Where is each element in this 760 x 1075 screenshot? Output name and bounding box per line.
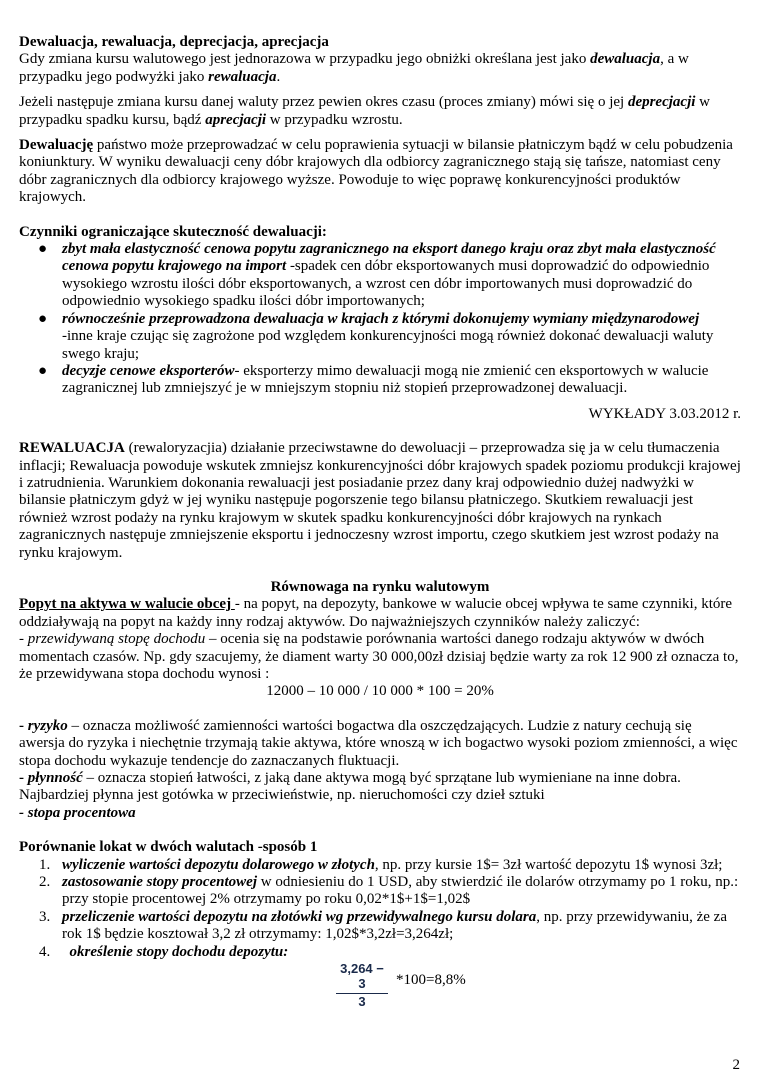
section-title-equilibrium: Równowaga na rynku walutowym [270,578,490,595]
lecture-date: WYKŁADY 3.03.2012 r. [588,405,741,422]
limiting-factors-list [19,241,741,398]
section-heading-deposit-comparison: Porównanie lokat w dwóch walutach -sposób 1 [19,839,318,856]
section-heading-limiting-factors: Czynniki ograniczające skuteczność dewaluacji: [19,223,327,240]
fraction-numerator: 3,264 − 3 [340,961,384,992]
fraction-formula [19,961,741,1010]
fraction [336,961,388,1009]
list-item: ● zbyt mała elastyczność cenowa popytu zagranicznego na eksport danego kraju oraz zbyt mała elastyczność cenowa popytu krajowego na import -spadek cen dóbr eksportowanych musi doprowadzić do odpowiednio wysokiego wzrostu ilości dóbr eksportowanych, a wzrost cen dóbr importowanych musi doprowadzić do odpowiednio wysokiego spadku ilości dóbr importowanych; [38,241,716,310]
paragraph-revaluation: REWALUACJA (rewaloryzacjia) działanie przeciwstawne do dewoluacji – przeprowadza się ja w celu tłumaczenia inflacji; Rewaluacja powoduje wskutek zmniejsz konkurencyjności dóbr krajowych spadek poziomu produkcji krajowej i zatrudnienia. Warunkiem dokonania rewaluacji jest posiadanie przez dany kraj odpowiednio dużej nadwyżki w bilansie płatniczym gdyż w jej wyniku następuje pogorszenie tego bilansu płatniczego. Skutkiem rewaluacji jest również wzrost podaży na rynku krajowym w skutek spadku konkurencyjności dóbr krajowych na rynkach zagranicznych następuje zmniejszenie eksportu i jednoczesny wzrost importu, czego skutkiem jest wzrost podaży na rynku krajowym. [19,440,741,561]
paragraph-risk: - ryzyko – oznacza możliwość zamienności wartości bogactwa dla oszczędzających. Ludzie z natury cechują się awersja do ryzyka i niechętnie trzymają takie aktywa, które wnoszą w ich bogactwo wysoki poziom zmienności, a więc stopa dochodu wykazuje tendencje do zaznaczanych fluktuacji. [19,717,738,769]
section-heading-devaluation: Dewaluacja, rewaluacja, deprecjacja, aprecjacja [19,34,329,50]
bullet-icon: ● [38,241,48,258]
page-number: 2 [732,1057,740,1073]
list-item: 3. przeliczenie wartości depozytu na złotówki wg przewidywalnego kursu dolara, np. przy przewidywaniu, że za rok 1$ będzie kosztował 3,2 zł otrzymamy: 1,02$*3,2zł=3,264zł; [39,908,727,943]
fraction-denominator: 3 [358,994,366,1010]
deposit-comparison-list [19,857,741,961]
list-item: ● równocześnie przeprowadzona dewaluacja w krajach z którymi dokonujemy wymiany międzynarodowej -inne kraje czując się zagrożone pod względem konkurencyjności mogą również dokonać dewaluacji waluty swego kraju; [38,310,714,362]
list-item: ● decyzje cenowe eksporterów- eksporterzy mimo dewaluacji mogą nie zmienić cen eksportowych w walucie zagranicznej lub zmniejszyć je w mniejszym stopniu niż stopień przeprowadzonej dewaluacji. [38,362,709,397]
document-page [19,34,741,1010]
paragraph-demand-foreign-assets: Popyt na aktywa w walucie obcej - na popyt, na depozyty, bankowe w walucie obcej wpływa te same czynniki, które oddziaływają na popyt na każdy inny rodzaj aktywów. Do najważniejszych czynników należy zaliczyć: [19,596,733,630]
paragraph-liquidity: - płynność – oznacza stopień łatwości, z jaką dane aktywa mogą być sprzątane lub wymieniane na inne dobra. Najbardziej płynna jest gotówka w przeciwieństwie, np. nieruchomości czy dzieł sztuki [19,770,681,804]
paragraph-expected-return: - przewidywaną stopę dochodu – ocenia się na podstawie porównania wartości danego rodzaju aktywów w dwóch momentach czasów. Np. gdy szacujemy, że diament warty 30 000,00zł dzisiaj będzie warty za rok 12 900 zł oznacza to, że przewidywana stopa dochodu wynosi : [19,631,739,682]
formula-return-rate: 12000 – 10 000 / 10 000 * 100 = 20% [266,683,494,700]
paragraph-interest-rate: - stopa procentowa [19,804,136,821]
bullet-icon: ● [38,362,48,379]
fraction-result: *100=8,8% [396,972,466,989]
list-item: 4. określenie stopy dochodu depozytu: [39,943,289,960]
paragraph-devaluation-purpose: Dewaluację państwo może przeprowadzać w celu poprawienia sytuacji w bilansie płatniczym bądź w celu pobudzenia koniunktury. W wyniku dewaluacji ceny dóbr krajowych dla odbiorcy zagranicznego stają się tańsze, natomiast ceny dóbr zagranicznych dla odbiorcy krajowego wyższe. Powoduje to więc poprawę konkurencyjności produktów krajowych. [19,137,733,206]
list-item: 2. zastosowanie stopy procentowej w odniesieniu do 1 USD, aby stwierdzić ile dolarów otrzymamy po 1 roku, np.: przy stopie procentowej 2% otrzymamy po roku 0,02*1$+1$=1,02$ [39,874,739,908]
list-item: 1. wyliczenie wartości depozytu dolarowego w złotych, np. przy kursie 1$= 3zł wartość depozytu 1$ wynosi 3zł; [39,856,723,873]
bullet-icon: ● [38,310,48,327]
paragraph-depreciation: Jeżeli następuje zmiana kursu danej waluty przez pewien okres czasu (proces zmiany) mówi się o jej deprecjacji w przypadku spadku kursu, bądź aprecjacji w przypadku wzrostu. [19,94,711,128]
paragraph-definition-devaluation: Gdy zmiana kursu walutowego jest jednorazowa w przypadku jego obniżki określana jest jako dewaluacja, a w przypadku jego podwyżki jako rewaluacja. [19,51,689,85]
